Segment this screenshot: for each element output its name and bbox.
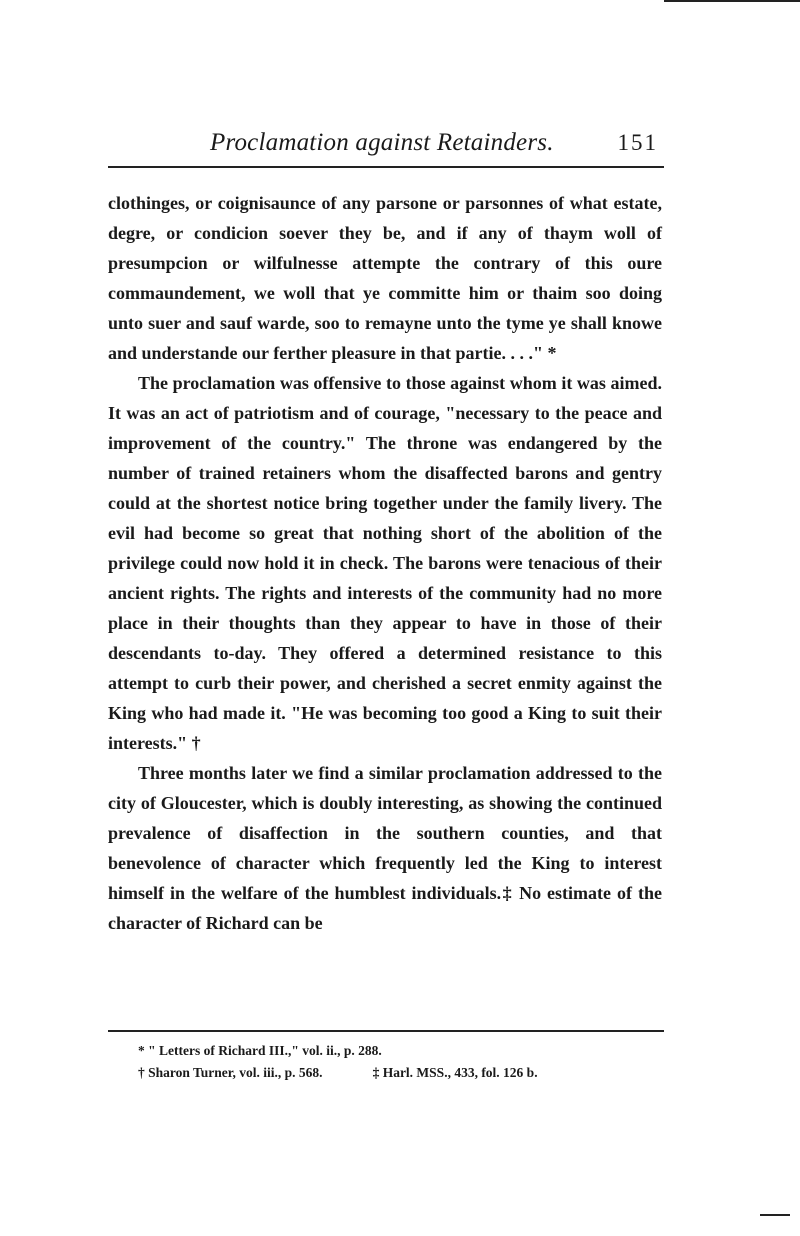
footnote-rule <box>108 1030 664 1032</box>
scan-corner-mark <box>760 1214 790 1216</box>
body-text <box>108 188 662 938</box>
paragraph: The proclamation was offensive to those against whom it was aimed. It was an act of patriotism and of courage, "necessary to the peace and improvement of the country." The throne was endangered by the number of trained retainers whom the disaffected barons and gentry could at the shortest notice bring together under the family livery. The evil had become so great that nothing short of the abolition of the privilege could now hold it in check. The barons were tenacious of their ancient rights. The rights and interests of the community had no more place in their thoughts than they appear to have in those of their descendants to-day. They offered a determined resistance to this attempt to curb their power, and cherished a secret enmity against the King who had made it. "He was becoming too good a King to suit their interests." † <box>108 373 662 753</box>
footnotes <box>138 1040 658 1084</box>
footnote: ‡ Harl. MSS., 433, fol. 126 b. <box>372 1065 538 1080</box>
paragraph-continuation: clothinges, or coignisaunce of any parsone or parsonnes of what estate, degre, or condicion soever they be, and if any of thaym woll of presumpcion or wilfulnesse attempte the contrary of this oure commaundement, we woll that ye committe him or thaim soo doing unto suer and sauf warde, soo to remayne unto the tyme ye shall knowe and understande our ferther pleasure in that partie. . . ." * <box>108 193 662 363</box>
header-rule <box>108 166 664 168</box>
footnote: † Sharon Turner, vol. iii., p. 568. <box>138 1065 323 1080</box>
running-title: Proclamation against Retainders. <box>210 129 554 156</box>
page-number: 151 <box>617 130 658 155</box>
paragraph: Three months later we find a similar proclamation addressed to the city of Gloucester, which is doubly interesting, as showing the continued prevalence of disaffection in the southern counties, and that benevolence of character which frequently led the King to interest himself in the welfare of the humblest individuals.‡ No estimate of the character of Richard can be <box>108 763 662 933</box>
page-header <box>108 126 662 166</box>
scan-edge-mark <box>664 0 800 2</box>
footnote: * " Letters of Richard III.," vol. ii., p. 288. <box>138 1043 382 1058</box>
footnote-line <box>138 1062 658 1084</box>
